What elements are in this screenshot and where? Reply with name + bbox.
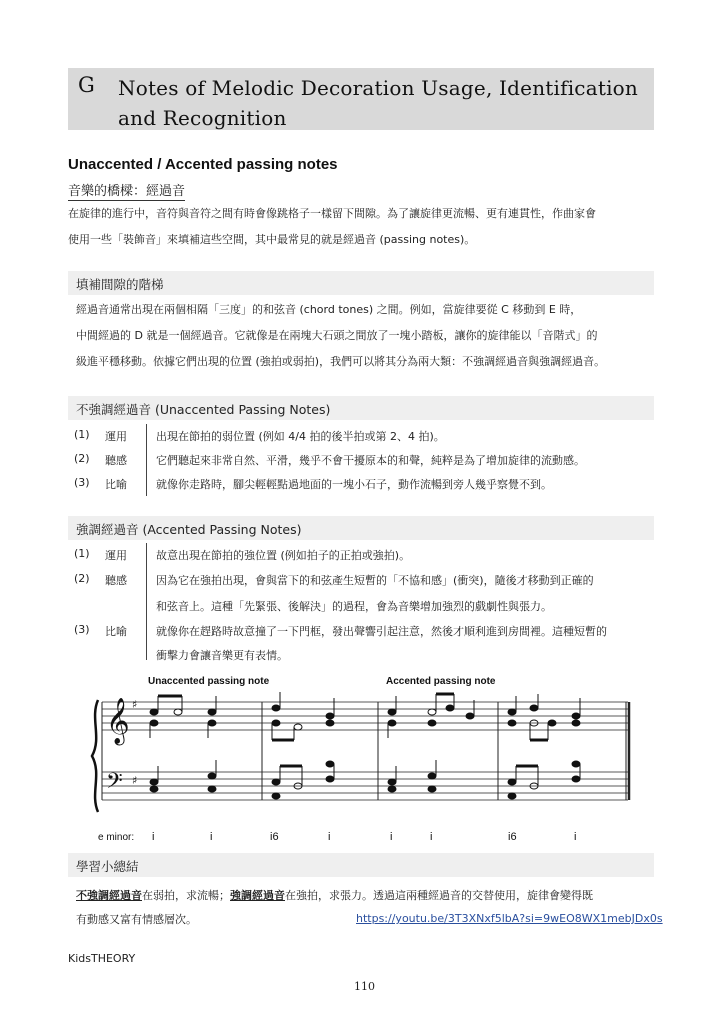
unaccented-divider: [146, 424, 147, 496]
unaccented-row-3-label: 比喻: [105, 478, 127, 491]
unaccented-row-2-label: 聽感: [105, 454, 127, 467]
summary-line-2: 有動感又富有情感層次。: [76, 913, 197, 926]
section-title: Notes of Melodic Decoration Usage, Identification and Recognition: [118, 76, 638, 130]
numeral-1: i: [152, 831, 155, 843]
unaccented-row-1-text: 出現在節拍的弱位置 (例如 4/4 拍的後半拍或第 2、4 拍)。: [156, 430, 445, 443]
accented-row-2-text: 因為它在強拍出現，會與當下的和弦產生短暫的「不協和感」(衝突)，隨後才移動到正確的: [156, 574, 594, 587]
treble-sharp-icon: ♯: [132, 698, 138, 711]
bass-sharp-icon: ♯: [132, 774, 138, 787]
numeral-8: i: [574, 831, 577, 843]
accented-row-1-num: (1): [74, 547, 90, 560]
bass-staff: [102, 772, 628, 800]
measure-3-bass: [388, 760, 436, 792]
unaccented-row-3-num: (3): [74, 476, 90, 489]
intro-line-1: 在旋律的進行中，音符與音符之間有時會像跳格子一樣留下間隙。為了讓旋律更流暢、更有連貫性，作曲家會: [68, 207, 596, 220]
footer-brand: KidsTHEORY: [68, 952, 136, 965]
summary-bold-accented: 強調經過音: [230, 889, 285, 902]
accented-divider: [146, 543, 147, 660]
ladder-title: 填補間隙的階梯: [76, 277, 164, 292]
key-label: e minor:: [98, 832, 135, 843]
numeral-7: i6: [508, 831, 517, 843]
topic-subheading: 音樂的橋樑：經過音: [68, 180, 185, 201]
score-label-accented: Accented passing note: [386, 676, 496, 687]
treble-clef-icon: 𝄞: [106, 698, 130, 744]
numeral-5: i: [390, 831, 393, 843]
numeral-6: i: [430, 831, 433, 843]
unaccented-row-3-text: 就像你走路時，腳尖輕輕點過地面的一塊小石子，動作流暢到旁人幾乎察覺不到。: [156, 478, 552, 491]
intro-line-2: 使用一些「裝飾音」來填補這些空間，其中最常見的就是經過音 (passing notes)。: [68, 233, 476, 246]
unaccented-row-2-text: 它們聽起來非常自然、平滑，幾乎不會干擾原本的和聲，純粹是為了增加旋律的流動感。: [156, 454, 585, 467]
bass-clef-icon: 𝄢: [106, 769, 123, 799]
numeral-4: i: [328, 831, 331, 843]
measure-4-treble: [508, 694, 580, 740]
topic-heading: Unaccented / Accented passing notes: [68, 156, 338, 173]
section-letter: G: [78, 73, 95, 97]
numeral-2: i: [210, 831, 213, 843]
grand-staff-brace: [92, 700, 98, 812]
summary-band: [68, 853, 654, 877]
accented-row-3-text: 就像你在趕路時故意撞了一下門框，發出聲響引起注意，然後才順利進到房間裡。這種短暫的: [156, 625, 607, 638]
numeral-3: i6: [270, 831, 279, 843]
ladder-line-3: 級進平穩移動。依據它們出現的位置 (強拍或弱拍)，我們可以將其分為兩大類：不強調經過音與強調經過音。: [76, 355, 606, 368]
summary-line-1: [76, 887, 593, 903]
accented-row-1-label: 運用: [105, 549, 127, 562]
accented-row-3-num: (3): [74, 623, 90, 636]
measure-1-bass: [150, 760, 216, 792]
music-score: [88, 668, 634, 848]
summary-part-1: 在弱拍，求流暢；: [142, 889, 230, 902]
video-link[interactable]: https://youtu.be/3T3XNxf5lbA?si=9wEO8WX1mebJDx0s: [356, 912, 663, 925]
unaccented-row-1-num: (1): [74, 428, 90, 441]
bar-lines: [102, 702, 629, 800]
accented-row-1-text: 故意出現在節拍的強位置 (例如拍子的正拍或強拍)。: [156, 549, 411, 562]
unaccented-row-1-label: 運用: [105, 430, 127, 443]
summary-bold-unaccented: 不強調經過音: [76, 889, 142, 902]
page-number: 110: [354, 980, 375, 993]
accented-title: 強調經過音 (Accented Passing Notes): [76, 522, 302, 537]
summary-part-2: 在強拍，求張力。透過這兩種經過音的交替使用，旋律會變得既: [285, 889, 593, 902]
unaccented-title: 不強調經過音 (Unaccented Passing Notes): [76, 402, 331, 417]
ladder-line-2: 中間經過的 D 就是一個經過音。它就像是在兩塊大石頭之間放了一塊小踏板，讓你的旋律能以「音階式」的: [76, 329, 598, 342]
accented-row-3-label: 比喻: [105, 625, 127, 638]
ladder-line-1: 經過音通常出現在兩個相隔「三度」的和弦音 (chord tones) 之間。例如，當旋律要從 C 移動到 E 時，: [76, 303, 582, 316]
accented-row-3-text-cont: 衝擊力會讓音樂更有表情。: [156, 649, 288, 662]
summary-title: 學習小總結: [76, 859, 139, 874]
score-label-unaccented: Unaccented passing note: [148, 676, 270, 687]
accented-row-2-text-cont: 和弦音上。這種「先緊張、後解決」的過程，會為音樂增加強烈的戲劇性與張力。: [156, 600, 552, 613]
accented-row-2-num: (2): [74, 572, 90, 585]
accented-row-2-label: 聽感: [105, 574, 127, 587]
unaccented-row-2-num: (2): [74, 452, 90, 465]
score-svg: [88, 668, 634, 848]
